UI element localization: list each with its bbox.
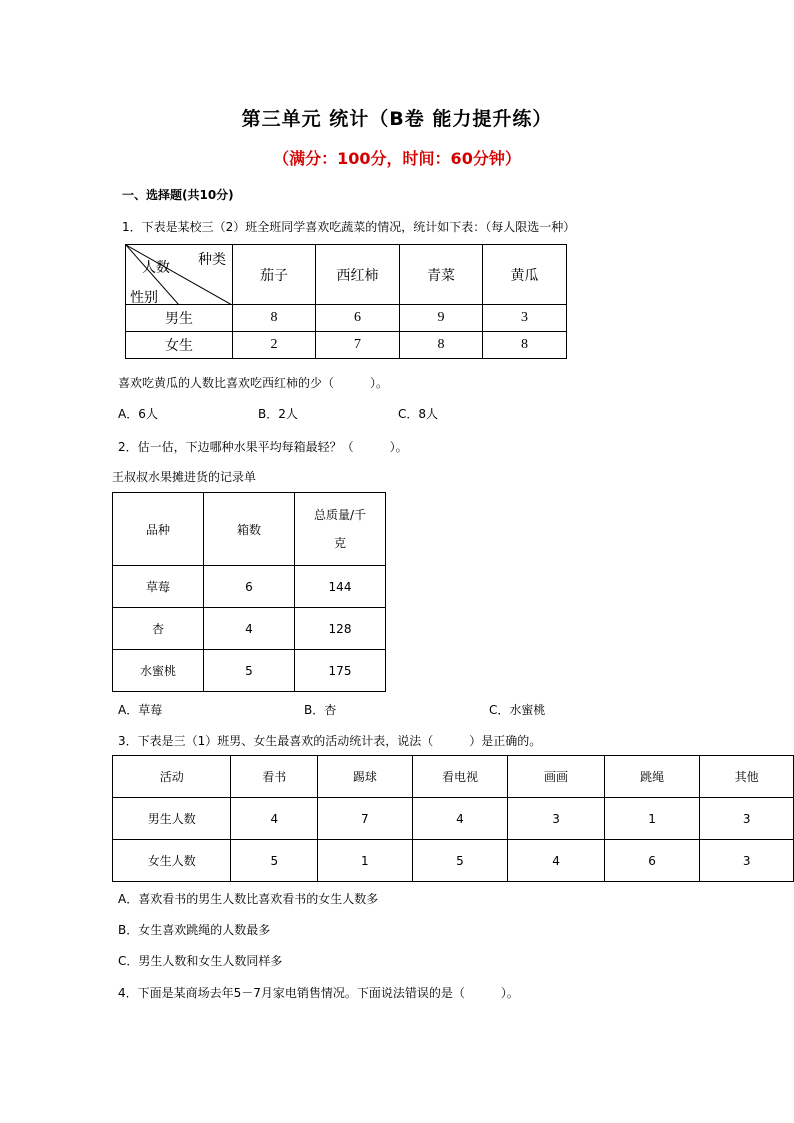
column-header: 箱数 [204, 493, 295, 566]
q2-stem: 2．估一估，下边哪种水果平均每箱最轻？（ ）。 [118, 440, 408, 454]
table-row [113, 566, 386, 608]
corner-label-count: 人数 [142, 259, 170, 275]
row-label: 女生 [126, 332, 233, 359]
q1-option-a: A．6人 [118, 407, 158, 421]
column-header: 西红柿 [316, 245, 400, 305]
table-row [113, 840, 794, 882]
column-header: 看书 [231, 756, 318, 798]
q2-option-a: A．草莓 [118, 703, 163, 717]
table-cell: 7 [316, 332, 400, 359]
table-cell: 5 [412, 840, 508, 882]
q3-stem: 3．下表是三（1）班男、女生最喜欢的活动统计表，说法（ ）是正确的。 [118, 734, 542, 748]
header-line: 克 [333, 536, 346, 550]
table-row [113, 798, 794, 840]
table-cell: 水蜜桃 [113, 650, 204, 692]
table-cell: 6 [604, 840, 700, 882]
table-cell: 5 [204, 650, 295, 692]
column-header: 品种 [113, 493, 204, 566]
page-title: 第三单元 统计（B卷 能力提升练） [241, 108, 553, 130]
q2-option-b: B．杏 [304, 703, 337, 717]
table-cell: 1 [604, 798, 700, 840]
q1-option-c: C．8人 [398, 407, 439, 421]
table-row [126, 305, 567, 332]
column-header: 茄子 [233, 245, 316, 305]
q4-stem: 4．下面是某商场去年5－7月家电销售情况。下面说法错误的是（ ）。 [118, 986, 519, 1000]
column-header: 其他 [700, 756, 794, 798]
column-header: 跳绳 [604, 756, 700, 798]
q3-option-a: A．喜欢看书的男生人数比喜欢看书的女生人数多 [118, 892, 379, 906]
q3-option-b: B．女生喜欢跳绳的人数最多 [118, 923, 271, 937]
table-cell: 5 [231, 840, 318, 882]
table-cell: 128 [295, 608, 386, 650]
column-header: 活动 [113, 756, 231, 798]
table-cell: 9 [400, 305, 483, 332]
table-cell: 3 [700, 840, 794, 882]
row-label: 男生人数 [113, 798, 231, 840]
q2-caption: 王叔叔水果摊进货的记录单 [112, 470, 257, 484]
table-row [113, 650, 386, 692]
table-cell: 3 [700, 798, 794, 840]
activity-table [112, 755, 794, 882]
table-cell: 6 [204, 566, 295, 608]
column-header: 黄瓜 [483, 245, 567, 305]
table-row [126, 332, 567, 359]
table-cell: 1 [318, 840, 413, 882]
table-cell: 3 [508, 798, 605, 840]
corner-label-category: 种类 [198, 251, 226, 267]
column-header-weight [295, 493, 386, 566]
column-header: 踢球 [318, 756, 413, 798]
corner-label-gender: 性别 [130, 289, 158, 305]
q1-stem: 1．下表是某校三（2）班全班同学喜欢吃蔬菜的情况，统计如下表：（每人限选一种） [122, 220, 576, 234]
table-cell: 草莓 [113, 566, 204, 608]
header-line: 总质量/千 [313, 508, 367, 522]
table-cell: 杏 [113, 608, 204, 650]
table-cell: 8 [233, 305, 316, 332]
row-label: 男生 [126, 305, 233, 332]
table-row [113, 608, 386, 650]
table-cell: 4 [204, 608, 295, 650]
q3-option-c: C．男生人数和女生人数同样多 [118, 954, 283, 968]
row-label: 女生人数 [113, 840, 231, 882]
table-cell: 144 [295, 566, 386, 608]
table-cell: 6 [316, 305, 400, 332]
vegetable-table [125, 244, 567, 359]
table-cell: 2 [233, 332, 316, 359]
q2-option-c: C．水蜜桃 [489, 703, 546, 717]
table-cell: 4 [508, 840, 605, 882]
table-cell: 175 [295, 650, 386, 692]
table-cell: 8 [400, 332, 483, 359]
column-header: 看电视 [412, 756, 508, 798]
table-cell: 8 [483, 332, 567, 359]
column-header: 画画 [508, 756, 605, 798]
table-cell: 4 [412, 798, 508, 840]
q1-option-b: B．2人 [258, 407, 298, 421]
column-header: 青菜 [400, 245, 483, 305]
q1-question: 喜欢吃黄瓜的人数比喜欢吃西红柿的少（ ）。 [118, 376, 389, 390]
page-subtitle: （满分：100分，时间：60分钟） [273, 149, 521, 168]
section-heading: 一、选择题(共10分) [122, 188, 234, 202]
table-cell: 7 [318, 798, 413, 840]
table-cell: 4 [231, 798, 318, 840]
table-cell: 3 [483, 305, 567, 332]
diagonal-header-cell [126, 245, 233, 305]
fruit-table [112, 492, 386, 692]
